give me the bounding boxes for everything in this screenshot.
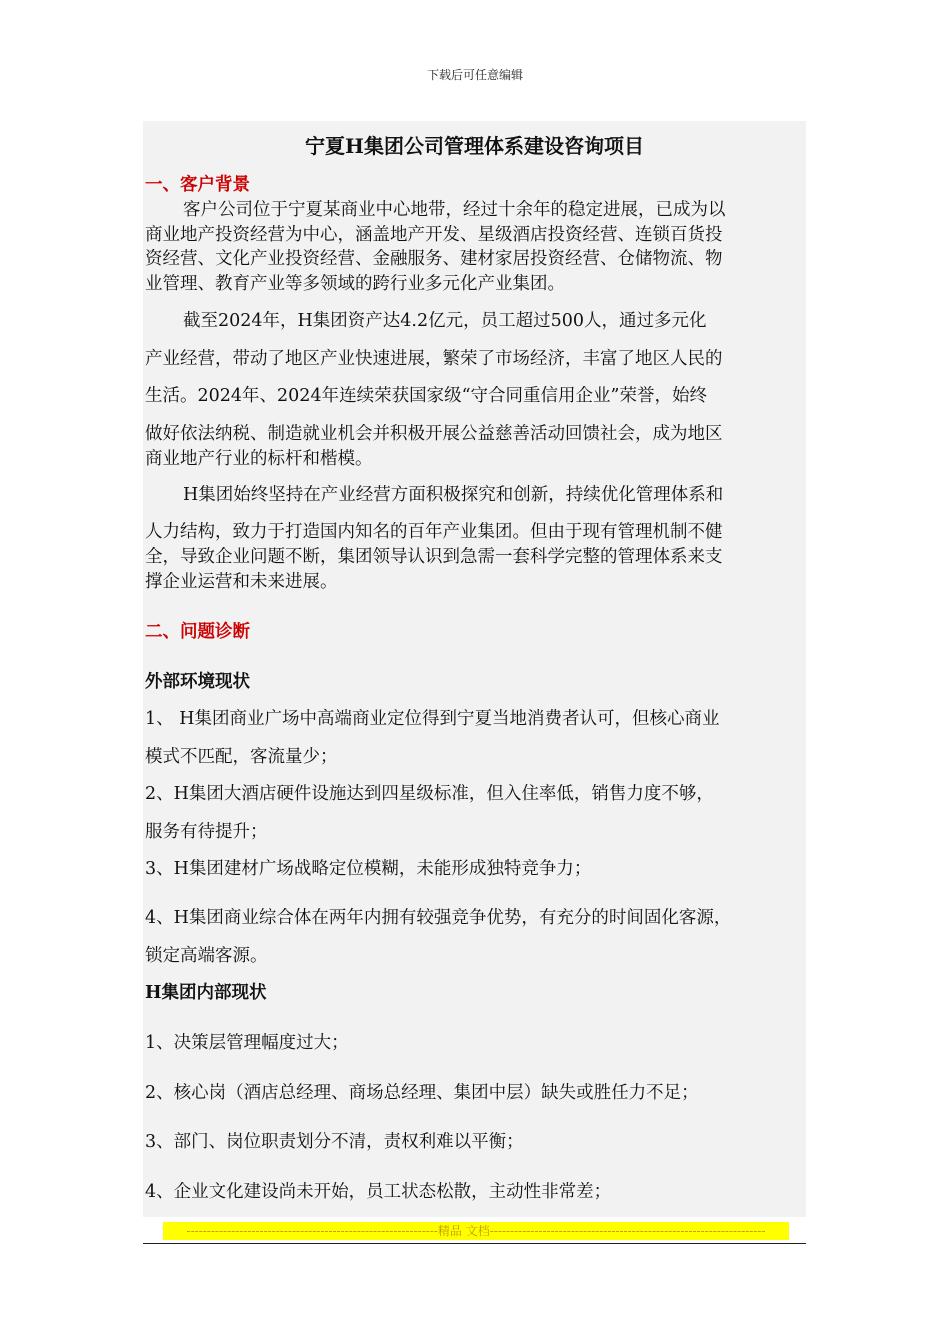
- list-item: 1、 H集团商业广场中高端商业定位得到宁夏当地消费者认可，但核心商业: [145, 709, 720, 729]
- page-header-note: 下载后可任意编辑: [426, 68, 523, 82]
- paragraph-line: 人力结构，致力于打造国内知名的百年产业集团。但由于现有管理机制不健: [145, 522, 723, 542]
- section-heading-client-background: 一、客户背景: [145, 175, 250, 195]
- footer-divider: [143, 1243, 806, 1244]
- paragraph-line: 业管理、教育产业等多领域的跨行业多元化产业集团。: [145, 274, 565, 294]
- subheading-internal-status: H集团内部现状: [145, 983, 267, 1003]
- subheading-external-environment: 外部环境现状: [145, 672, 250, 692]
- footer-label: 精品 文档: [437, 1224, 490, 1238]
- paragraph-line: 撑企业运营和未来进展。: [145, 572, 338, 592]
- list-item-continuation: 锁定高端客源。: [145, 946, 268, 966]
- paragraph-line: 商业地产投资经营为中心，涵盖地产开发、星级酒店投资经营、连锁百货投: [145, 225, 723, 245]
- paragraph-line: 产业经营，带动了地区产业快速进展，繁荣了市场经济，丰富了地区人民的: [145, 349, 723, 369]
- paragraph-line: 做好依法纳税、制造就业机会并积极开展公益慈善活动回馈社会，成为地区: [145, 424, 723, 444]
- document-title: 宁夏H集团公司管理体系建设咨询项目: [305, 134, 644, 158]
- list-item: 4、H集团商业综合体在两年内拥有较强竞争优势，有充分的时间固化客源，: [145, 908, 732, 928]
- paragraph-line: 客户公司位于宁夏某商业中心地带，经过十余年的稳定进展，已成为以: [183, 200, 726, 220]
- list-item: 3、H集团建材广场战略定位模糊，未能形成独特竞争力；: [145, 859, 592, 879]
- list-item-continuation: 模式不匹配，客流量少；: [145, 747, 338, 767]
- footer-banner: [163, 1222, 789, 1240]
- list-item: 1、决策层管理幅度过大；: [145, 1033, 349, 1053]
- document-body: [143, 121, 806, 1217]
- list-item: 2、H集团大酒店硬件设施达到四星级标准，但入住率低，销售力度不够，: [145, 784, 714, 804]
- paragraph-line: 截至2024年，H集团资产达4.2亿元，员工超过500人，通过多元化: [183, 311, 707, 331]
- list-item: 2、核心岗（酒店总经理、商场总经理、集团中层）缺失或胜任力不足；: [145, 1083, 699, 1103]
- paragraph-line: 生活。2024年、2024年连续荣获国家级“守合同重信用企业”荣誉，始终: [145, 386, 707, 406]
- footer-left-dashes: --------------------------------------------------------------: [186, 1224, 438, 1238]
- paragraph-line: H集团始终坚持在产业经营方面积极探究和创新，持续优化管理体系和: [183, 485, 724, 505]
- list-item-continuation: 服务有待提升；: [145, 822, 268, 842]
- section-heading-problem-diagnosis: 二、问题诊断: [145, 622, 250, 642]
- paragraph-line: 商业地产行业的标杆和楷模。: [145, 449, 373, 469]
- footer-right-dashes: --------------------------------------------------------------------: [489, 1224, 766, 1238]
- list-item: 3、部门、岗位职责划分不清，责权利难以平衡；: [145, 1132, 524, 1152]
- list-item: 4、企业文化建设尚未开始，员工状态松散，主动性非常差；: [145, 1182, 612, 1202]
- paragraph-line: 全，导致企业问题不断，集团领导认识到急需一套科学完整的管理体系来支: [145, 547, 723, 567]
- paragraph-line: 资经营、文化产业投资经营、金融服务、建材家居投资经营、仓储物流、物: [145, 249, 723, 269]
